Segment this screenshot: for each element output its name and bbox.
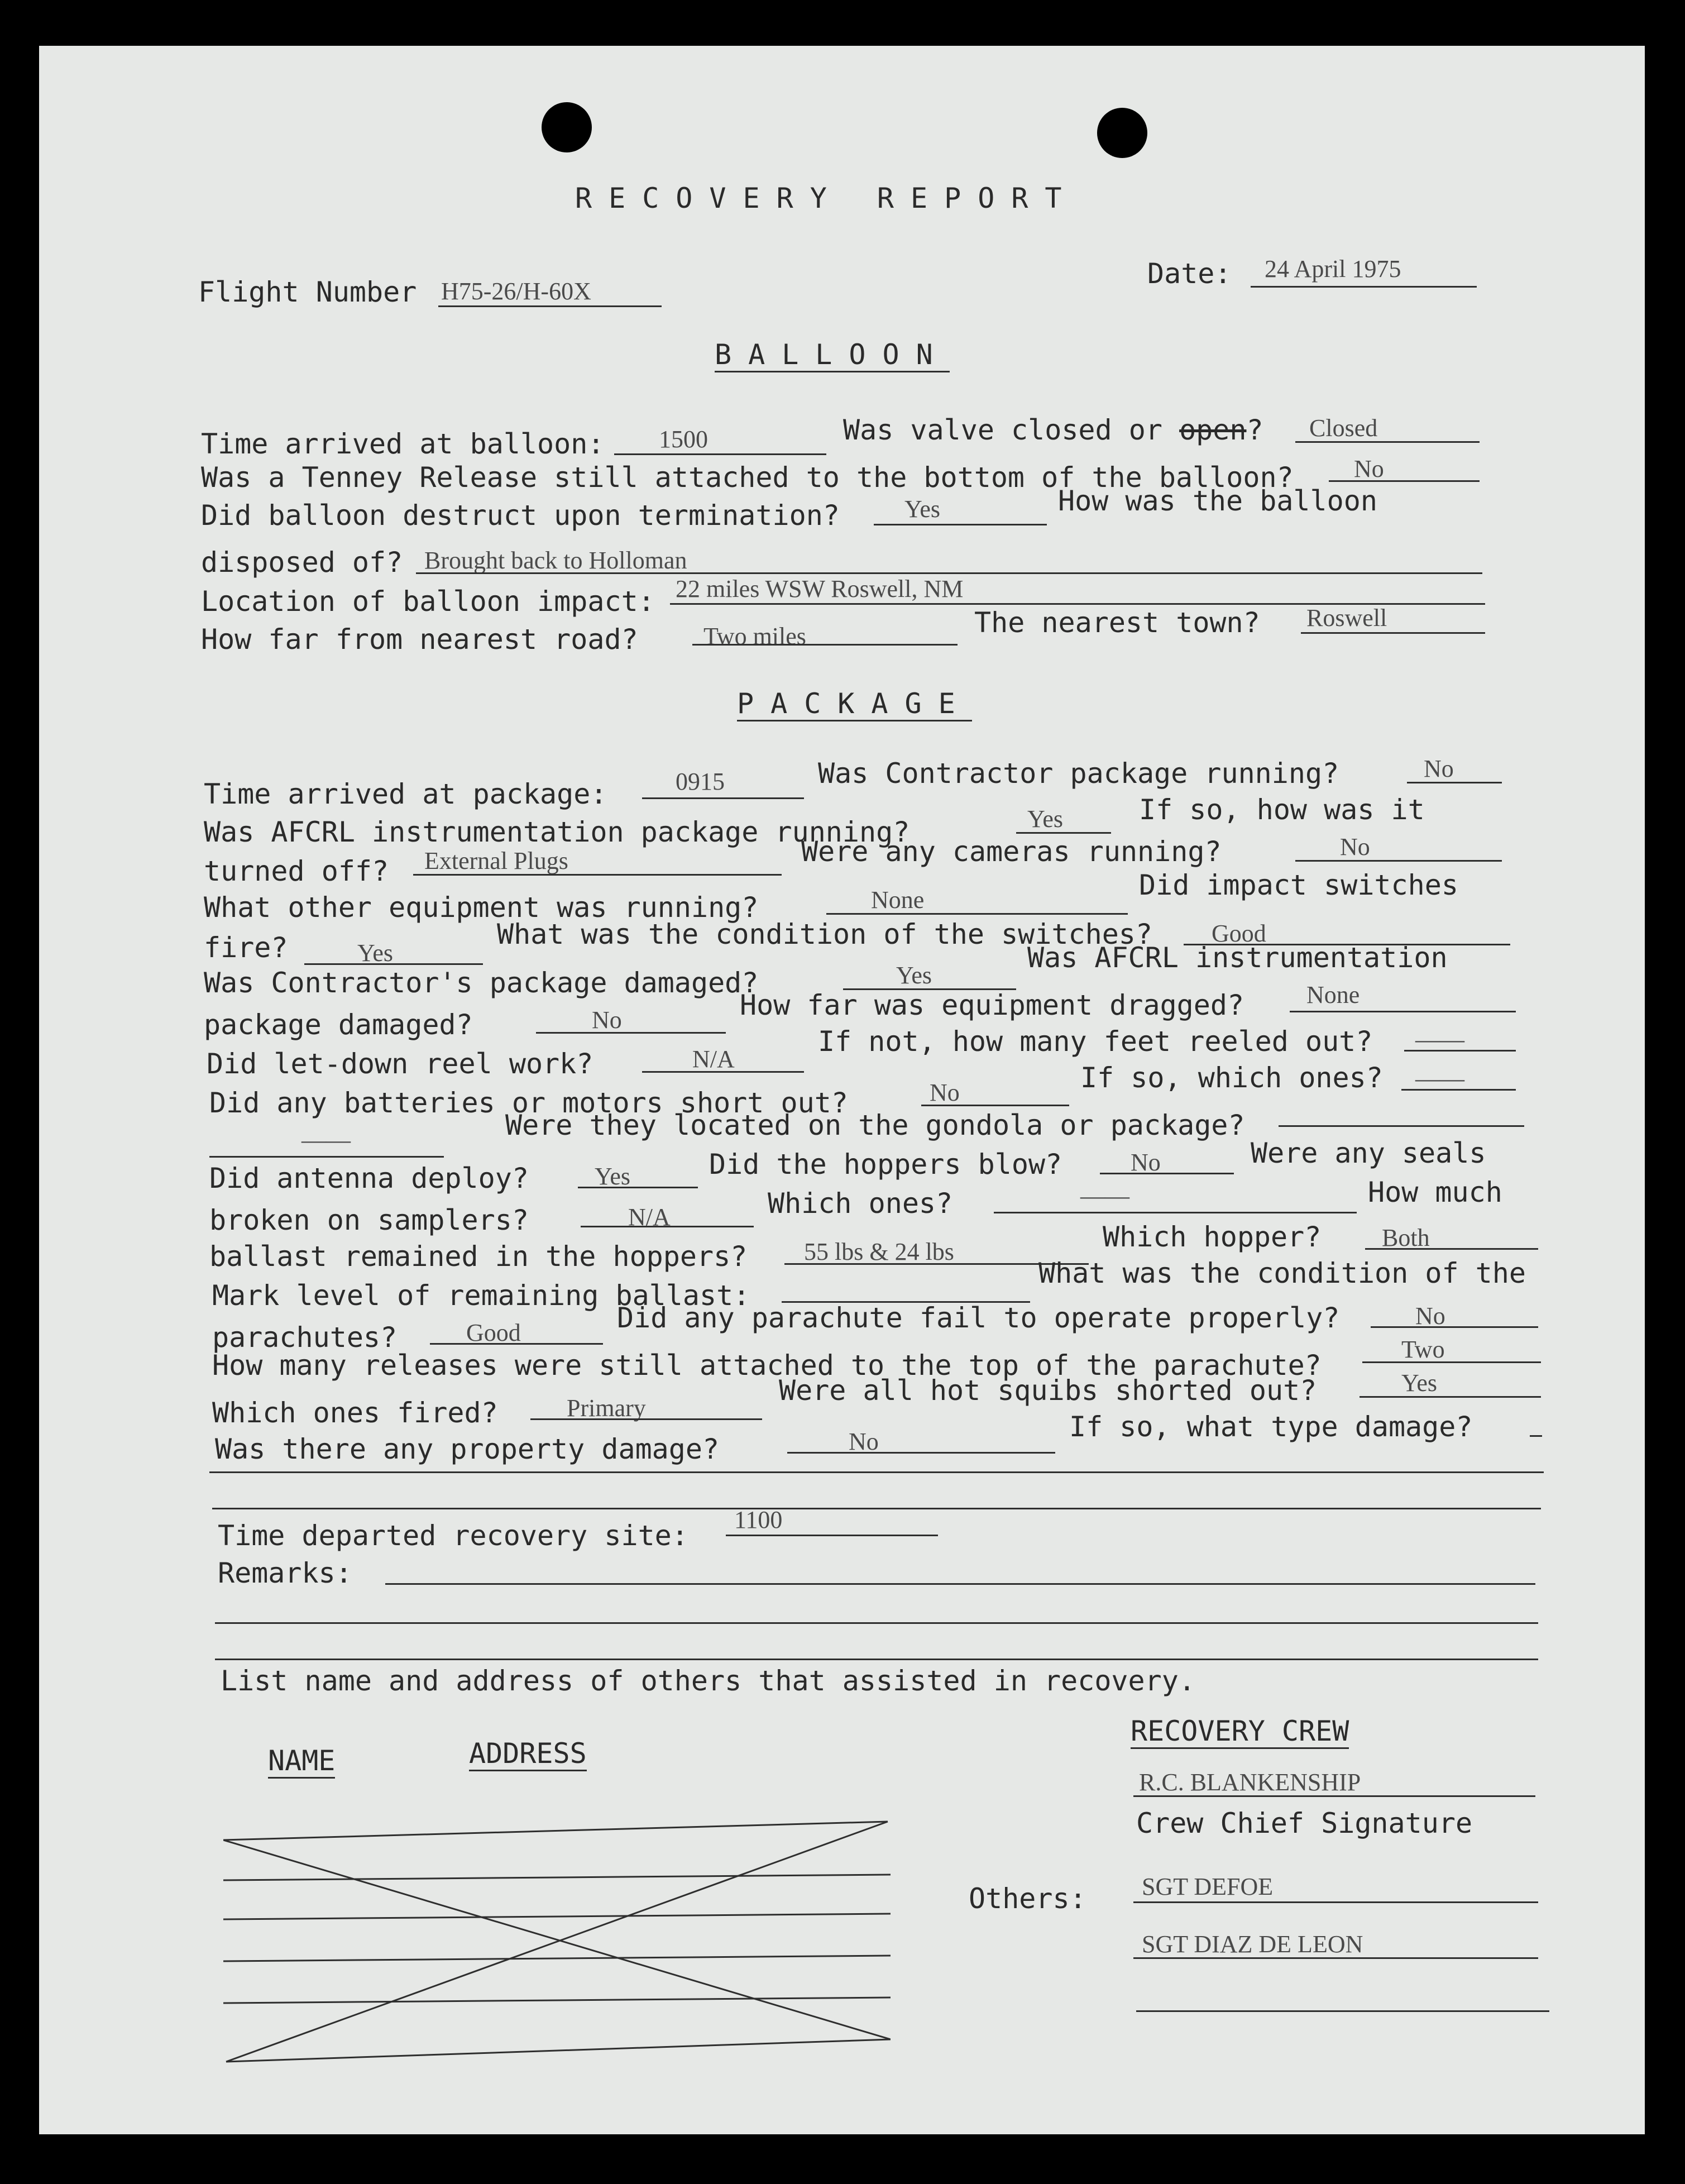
q-mark-level: Mark level of remaining ballast: (212, 1279, 750, 1312)
package-heading: PACKAGE (737, 690, 972, 721)
others-label: Others: (969, 1882, 1086, 1915)
q-batteries: Did any batteries or motors short out? (209, 1087, 848, 1119)
a-batteries: No (930, 1079, 960, 1106)
q-seals-2: broken on samplers? (209, 1204, 529, 1236)
remarks-label: Remarks: (218, 1557, 352, 1589)
q-hot-squibs: Were all hot squibs shorted out? (779, 1374, 1317, 1407)
crew-chief-caption: Crew Chief Signature (1136, 1807, 1473, 1839)
column-address: ADDRESS (469, 1739, 587, 1771)
q-time-departed: Time departed recovery site: (218, 1519, 688, 1552)
q-which-fired: Which ones fired? (212, 1397, 498, 1429)
q-hoppers-blow: Did the hoppers blow? (709, 1148, 1062, 1181)
a-contractor-running: No (1424, 755, 1454, 782)
q-parachute-fail: Did any parachute fail to operate properly? (617, 1302, 1340, 1334)
q-impact-switches-2: fire? (204, 931, 288, 964)
a-located: —— (301, 1126, 351, 1154)
q-valve: Was valve closed or open? (843, 414, 1263, 446)
flight-number-value: H75-26/H-60X (441, 278, 591, 305)
balloon-heading: BALLOON (715, 341, 950, 372)
q-which-ones-shorted: If so, which ones? (1080, 1062, 1383, 1094)
q-time-arrived-balloon: Time arrived at balloon: (201, 428, 605, 460)
a-hot-squibs: Yes (1401, 1369, 1438, 1397)
a-dragged: None (1306, 981, 1360, 1009)
q-antenna: Did antenna deploy? (209, 1162, 529, 1194)
a-other-equipment: None (871, 886, 925, 914)
a-turned-off: External Plugs (424, 847, 568, 874)
q-contractor-running: Was Contractor package running? (818, 757, 1339, 790)
q-letdown-reel: Did let-down reel work? (207, 1048, 593, 1080)
a-hoppers-blow: No (1131, 1149, 1161, 1176)
q-parachutes-2: parachutes? (212, 1321, 398, 1354)
q-damage-type: If so, what type damage? (1069, 1411, 1473, 1443)
q-located: Were they located on the gondola or package? (505, 1109, 1245, 1141)
q-condition-switches: What was the condition of the switches? (497, 918, 1152, 950)
a-cameras: No (1340, 833, 1370, 861)
a-destruct: Yes (904, 495, 941, 523)
q-contractor-damaged: Was Contractor's package damaged? (204, 967, 759, 999)
q-afcrl-damaged-1: Was AFCRL instrumentation (1027, 942, 1448, 974)
a-ballast: 55 lbs & 24 lbs (804, 1238, 954, 1265)
flight-number-label: Flight Number (198, 276, 417, 308)
other-crew-1: SGT DEFOE (1142, 1873, 1274, 1900)
crossed-out-list (223, 1819, 891, 2063)
q-disposed-2: disposed of? (201, 546, 403, 579)
a-letdown-reel: N/A (692, 1045, 735, 1073)
q-disposed-1: How was the balloon (1058, 485, 1377, 517)
q-cameras: Were any cameras running? (801, 835, 1222, 868)
q-other-equipment: What other equipment was running? (204, 891, 759, 924)
q-property-damage: Was there any property damage? (215, 1433, 720, 1465)
a-seals: N/A (628, 1203, 671, 1231)
q-nearest-road: How far from nearest road? (201, 623, 638, 656)
a-releases: Two (1401, 1336, 1445, 1363)
a-afcrl-running: Yes (1027, 805, 1064, 833)
report-title: RECOVERY REPORT (575, 182, 1079, 214)
date-label: Date: (1147, 257, 1232, 290)
q-ballast-1: How much (1368, 1176, 1502, 1208)
a-disposed: Brought back to Holloman (424, 547, 687, 574)
column-name: NAME (268, 1747, 335, 1779)
q-afcrl-running: Was AFCRL instrumentation package running? (204, 816, 910, 848)
q-time-arrived-package: Time arrived at package: (204, 778, 607, 810)
punch-hole-right (1097, 108, 1147, 158)
a-which-fired: Primary (567, 1394, 646, 1422)
a-location: 22 miles WSW Roswell, NM (676, 575, 964, 603)
q-destruct: Did balloon destruct upon termination? (201, 499, 840, 532)
a-time-arrived-package: 0915 (676, 768, 725, 795)
punch-hole-left (542, 102, 592, 152)
date-value: 24 April 1975 (1265, 255, 1401, 283)
crew-chief-name: R.C. BLANKENSHIP (1139, 1769, 1361, 1796)
a-which-ones-shorted: —— (1415, 1065, 1464, 1092)
q-location: Location of balloon impact: (201, 585, 655, 618)
q-releases: How many releases were still attached to the top of the parachute? (212, 1349, 1322, 1382)
q-nearest-town: The nearest town? (974, 606, 1260, 639)
a-valve: Closed (1309, 414, 1378, 442)
q-ballast-2: ballast remained in the hoppers? (209, 1240, 748, 1273)
q-tenney-release: Was a Tenney Release still attached to the bottom of the balloon? (201, 461, 1294, 494)
q-turned-off-1: If so, how was it (1139, 794, 1425, 826)
other-crew-2: SGT DIAZ DE LEON (1142, 1930, 1363, 1958)
recovery-crew-heading: RECOVERY CREW (1131, 1717, 1349, 1749)
a-antenna: Yes (595, 1163, 631, 1190)
assisted-label: List name and address of others that assisted in recovery. (221, 1665, 1195, 1697)
a-seals-which: —— (1080, 1182, 1129, 1210)
q-impact-switches-1: Did impact switches (1139, 869, 1458, 901)
a-which-hopper: Both (1382, 1224, 1430, 1251)
a-feet-reeled: —— (1415, 1026, 1464, 1053)
q-dragged: How far was equipment dragged? (740, 989, 1244, 1021)
q-feet-reeled: If not, how many feet reeled out? (818, 1025, 1373, 1058)
a-nearest-road: Two miles (703, 623, 806, 650)
a-property-damage: No (849, 1428, 879, 1455)
q-seals-1: Were any seals (1251, 1137, 1486, 1169)
a-afcrl-damaged: No (592, 1006, 622, 1034)
a-condition-switches: Good (1212, 920, 1266, 947)
a-parachutes: Good (466, 1319, 521, 1346)
a-time-arrived-balloon: 1500 (659, 426, 708, 453)
q-parachutes-1: What was the condition of the (1038, 1257, 1526, 1289)
q-afcrl-damaged-2: package damaged? (204, 1009, 473, 1041)
a-contractor-damaged: Yes (896, 962, 932, 989)
q-which-hopper: Which hopper? (1103, 1221, 1322, 1253)
q-turned-off-2: turned off? (204, 855, 389, 887)
a-time-departed: 1100 (734, 1506, 783, 1533)
a-nearest-town: Roswell (1306, 604, 1387, 632)
a-parachute-fail: No (1415, 1302, 1445, 1330)
a-tenney-release: No (1354, 455, 1384, 482)
q-seals-which: Which ones? (768, 1187, 953, 1220)
a-impact-switches: Yes (357, 939, 394, 967)
